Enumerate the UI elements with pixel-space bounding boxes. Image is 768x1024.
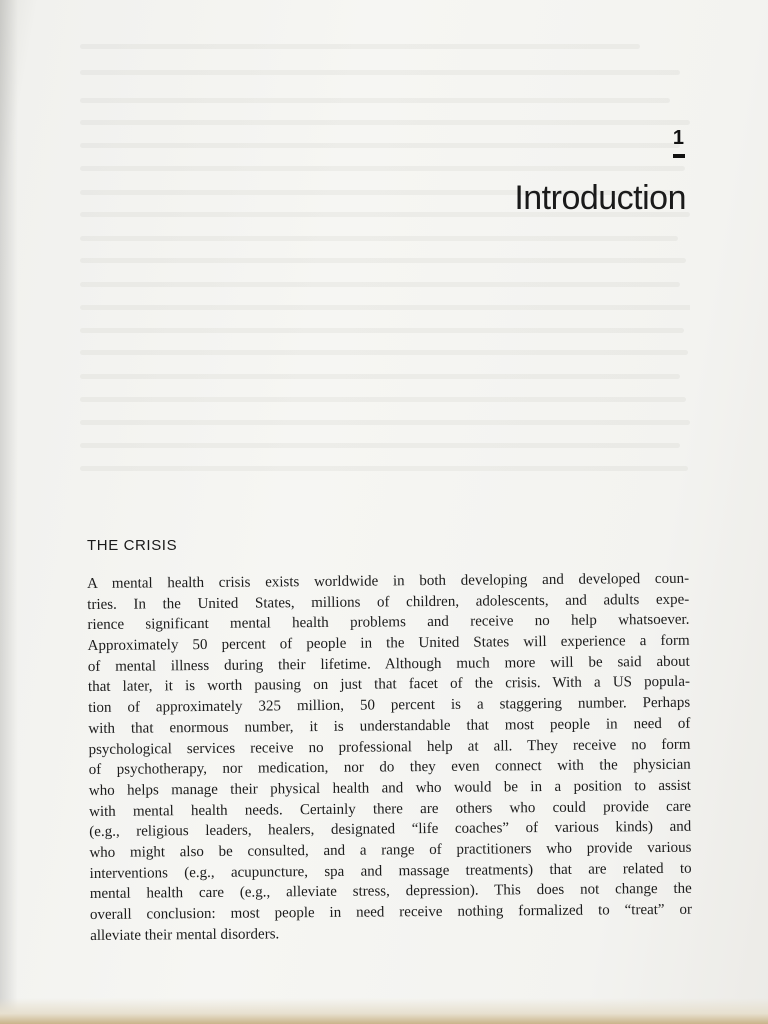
show-through-text — [80, 40, 690, 490]
paragraph-line: tion of approximately 325 million, 50 percent is a staggering number. Perhaps — [88, 694, 691, 717]
paragraph-line: of mental illness during their lifetime. Although much more will be said about — [87, 653, 690, 675]
paragraph-line: Approximately 50 percent of people in the United States will experience a form — [87, 632, 690, 655]
paragraph-line: interventions (e.g., acupuncture, spa and massage treatments) that are related to — [89, 860, 692, 882]
chapter-number: 1 — [672, 127, 684, 149]
chapter-number-rule — [673, 154, 685, 158]
paragraph-line: rience significant mental health problems and receive no help whatsoever. — [87, 612, 690, 634]
section-heading: THE CRISIS — [87, 537, 178, 554]
chapter-title: Introduction — [514, 179, 686, 217]
body-paragraph — [87, 569, 692, 947]
paragraph-line: alleviate their mental disorders. — [90, 926, 280, 944]
paragraph-line: with that enormous number, it is understandable that most people in need of — [88, 715, 691, 737]
paragraph-line: (e.g., religious leaders, healers, designated “life coaches” of various kinds) and — [89, 818, 692, 841]
paragraph-line: that later, it is worth pausing on just that facet of the crisis. With a US popula- — [87, 674, 691, 696]
paragraph-line: who might also be consulted, and a range of practitioners who provide various — [89, 839, 692, 861]
paragraph-line: with mental health needs. Certainly there are others who could provide care — [89, 798, 692, 820]
paragraph-line: A mental health crisis exists worldwide in both developing and developed coun- — [87, 570, 690, 592]
paragraph-line: psychological services receive no professional help at all. They receive no form — [88, 736, 691, 758]
paragraph-line: mental health care (e.g., alleviate stress, depression). This does not change the — [89, 881, 692, 903]
paragraph-line: overall conclusion: most people in need receive nothing formalized to “treat” or — [89, 901, 693, 923]
paragraph-line: tries. In the United States, millions of children, adolescents, and adults expe- — [87, 591, 690, 613]
paragraph-line: who helps manage their physical health and who would be in a position to assist — [88, 777, 691, 799]
paragraph-line: of psychotherapy, nor medication, nor do they even connect with the physician — [88, 756, 691, 779]
